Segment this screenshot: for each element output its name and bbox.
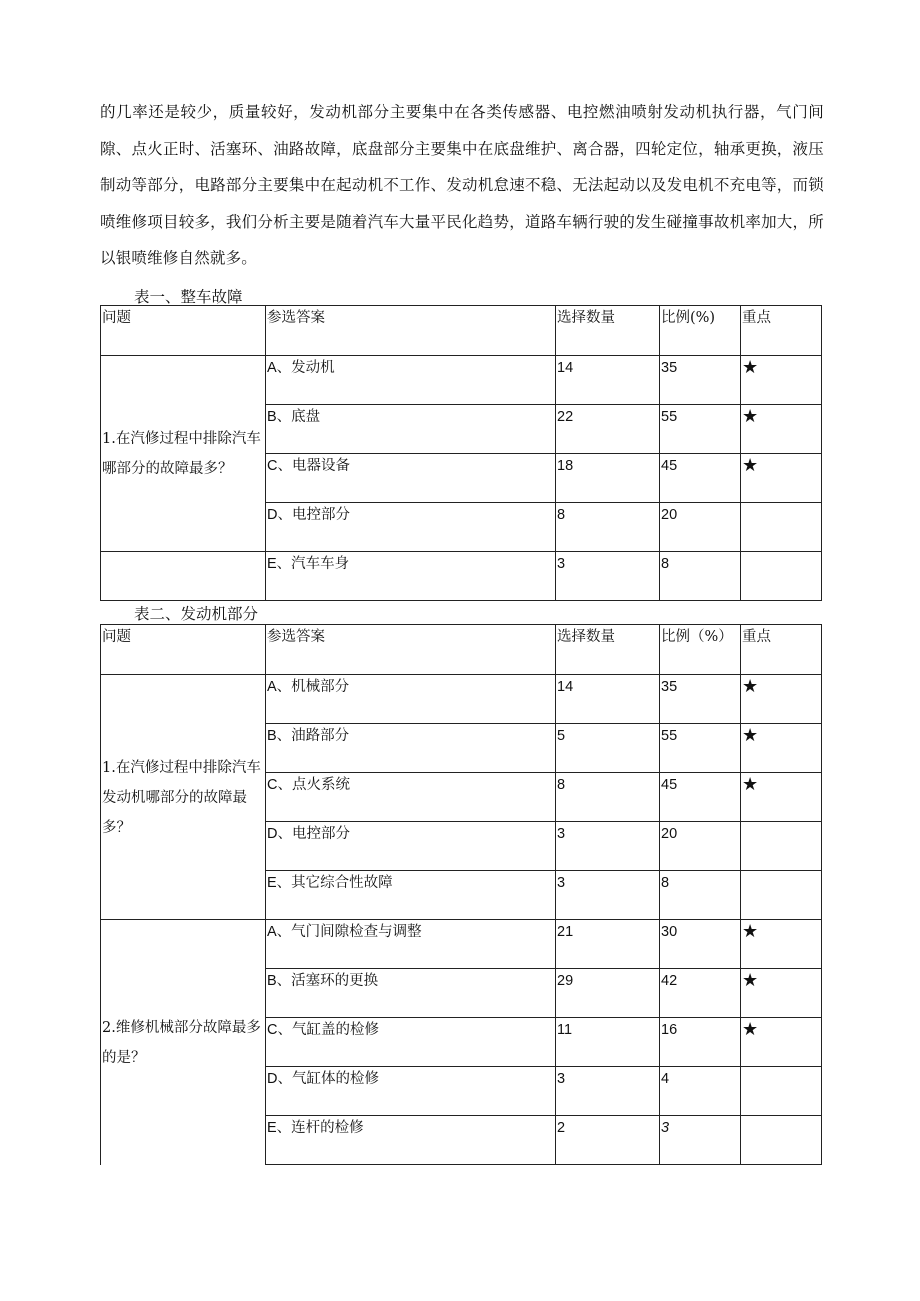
- answer-cell: [266, 1116, 556, 1165]
- answer-text: 、机械部分: [276, 679, 350, 695]
- key-star-icon: ★: [741, 675, 822, 724]
- count-cell: 3: [556, 822, 660, 871]
- answer-letter: A: [267, 679, 277, 695]
- count-cell: 3: [556, 1067, 660, 1116]
- answer-letter: D: [267, 826, 278, 842]
- key-star-icon: ★: [741, 920, 822, 969]
- ratio-cell: 42: [660, 969, 741, 1018]
- answer-letter: A: [267, 360, 277, 376]
- ratio-cell: 45: [660, 773, 741, 822]
- header-answer: 参选答案: [266, 306, 556, 356]
- count-cell: 5: [556, 724, 660, 773]
- count-cell: 21: [556, 920, 660, 969]
- count-cell: 3: [556, 552, 660, 601]
- key-star-icon: ★: [741, 969, 822, 1018]
- count-cell: 18: [556, 454, 660, 503]
- key-star-icon: ★: [741, 724, 822, 773]
- answer-cell: [266, 356, 556, 405]
- answer-text: 、活塞环的更换: [276, 973, 379, 989]
- answer-cell: [266, 552, 556, 601]
- answer-cell: [266, 675, 556, 724]
- ratio-cell: 55: [660, 724, 741, 773]
- count-cell: 8: [556, 773, 660, 822]
- header-count: 选择数量: [556, 306, 660, 356]
- answer-text: 、电控部分: [277, 507, 350, 523]
- answer-letter: C: [267, 1022, 278, 1038]
- answer-letter: B: [267, 728, 277, 744]
- header-question: 问题: [101, 306, 266, 356]
- count-cell: 22: [556, 405, 660, 454]
- header-key: 重点: [741, 306, 822, 356]
- ratio-cell: 20: [660, 822, 741, 871]
- header-key: 重点: [741, 625, 822, 675]
- answer-letter: D: [267, 507, 278, 523]
- table2-caption: 表二、发动机部分: [134, 605, 259, 623]
- answer-letter: C: [267, 777, 278, 793]
- key-star-icon: [741, 552, 822, 601]
- answer-cell: [266, 503, 556, 552]
- answer-text: 、其它综合性故障: [276, 875, 393, 891]
- key-star-icon: ★: [741, 1018, 822, 1067]
- key-star-icon: ★: [741, 356, 822, 405]
- answer-letter: E: [267, 556, 277, 572]
- answer-cell: [266, 920, 556, 969]
- ratio-cell: 35: [660, 356, 741, 405]
- header-question: 问题: [101, 625, 266, 675]
- table1-header-row: [101, 306, 822, 356]
- answer-text: 、连杆的检修: [276, 1120, 364, 1136]
- answer-letter: C: [267, 458, 278, 474]
- answer-text: 、气缸盖的检修: [277, 1022, 379, 1038]
- ratio-cell: 35: [660, 675, 741, 724]
- table2-header-row: [101, 625, 822, 675]
- empty-question-cell: [101, 552, 266, 601]
- table-row: [101, 675, 822, 724]
- answer-text: 、电器设备: [277, 458, 350, 474]
- header-ratio: 比例（%）: [660, 625, 741, 675]
- answer-text: 、汽车车身: [276, 556, 350, 572]
- ratio-cell: 3: [660, 1116, 741, 1165]
- key-star-icon: [741, 871, 822, 920]
- table1: [100, 305, 822, 601]
- answer-letter: B: [267, 973, 277, 989]
- answer-text: 、点火系统: [277, 777, 350, 793]
- key-star-icon: [741, 1067, 822, 1116]
- answer-letter: B: [267, 409, 277, 425]
- answer-cell: [266, 871, 556, 920]
- table-row: [101, 356, 822, 405]
- count-cell: 2: [556, 1116, 660, 1165]
- table1-caption: 表一、整车故障: [134, 288, 243, 306]
- answer-letter: A: [267, 924, 277, 940]
- answer-text: 、气缸体的检修: [277, 1071, 379, 1087]
- ratio-cell: 8: [660, 552, 741, 601]
- ratio-cell: 45: [660, 454, 741, 503]
- count-cell: 29: [556, 969, 660, 1018]
- count-cell: 14: [556, 675, 660, 724]
- answer-cell: [266, 454, 556, 503]
- ratio-cell: 8: [660, 871, 741, 920]
- table2: [100, 624, 822, 1165]
- table-row: [101, 552, 822, 601]
- ratio-cell: 30: [660, 920, 741, 969]
- body-paragraph: 的几率还是较少，质量较好，发动机部分主要集中在各类传感器、电控燃油喷射发动机执行器，气门间隙、点火正时、活塞环、油路故障，底盘部分主要集中在底盘维护、离合器，四轮定位，轴承更换，液压制动等部分，电路部分主要集中在起动机不工作、发动机怠速不稳、无法起动以及发电机不充电等，而锁喷维修项目较多，我们分析主要是随着汽车大量平民化趋势，道路车辆行驶的发生碰撞事故机率加大，所以银喷维修自然就多。: [100, 103, 824, 267]
- answer-letter: E: [267, 875, 277, 891]
- answer-text: 、发动机: [276, 360, 335, 376]
- answer-cell: [266, 405, 556, 454]
- answer-text: 、电控部分: [277, 826, 350, 842]
- answer-cell: [266, 822, 556, 871]
- answer-cell: [266, 773, 556, 822]
- key-star-icon: [741, 1116, 822, 1165]
- count-cell: 8: [556, 503, 660, 552]
- key-star-icon: ★: [741, 405, 822, 454]
- count-cell: 3: [556, 871, 660, 920]
- ratio-cell: 16: [660, 1018, 741, 1067]
- key-star-icon: ★: [741, 773, 822, 822]
- table-row: [101, 920, 822, 969]
- key-star-icon: [741, 822, 822, 871]
- key-star-icon: [741, 503, 822, 552]
- header-count: 选择数量: [556, 625, 660, 675]
- answer-letter: E: [267, 1120, 277, 1136]
- question-cell: 1.在汽修过程中排除汽车哪部分的故障最多？: [101, 356, 266, 552]
- answer-text: 、底盘: [276, 409, 321, 425]
- answer-letter: D: [267, 1071, 278, 1087]
- ratio-cell: 20: [660, 503, 741, 552]
- ratio-cell: 4: [660, 1067, 741, 1116]
- answer-cell: [266, 1067, 556, 1116]
- header-ratio: 比例(%): [660, 306, 741, 356]
- ratio-cell: 55: [660, 405, 741, 454]
- key-star-icon: ★: [741, 454, 822, 503]
- answer-cell: [266, 969, 556, 1018]
- question-cell: 2.维修机械部分故障最多的是？: [101, 920, 266, 1165]
- answer-text: 、气门间隙检查与调整: [276, 924, 422, 940]
- question-cell: 1.在汽修过程中排除汽车发动机哪部分的故障最多？: [101, 675, 266, 920]
- count-cell: 11: [556, 1018, 660, 1067]
- count-cell: 14: [556, 356, 660, 405]
- header-answer: 参选答案: [266, 625, 556, 675]
- answer-cell: [266, 724, 556, 773]
- answer-text: 、油路部分: [276, 728, 350, 744]
- answer-cell: [266, 1018, 556, 1067]
